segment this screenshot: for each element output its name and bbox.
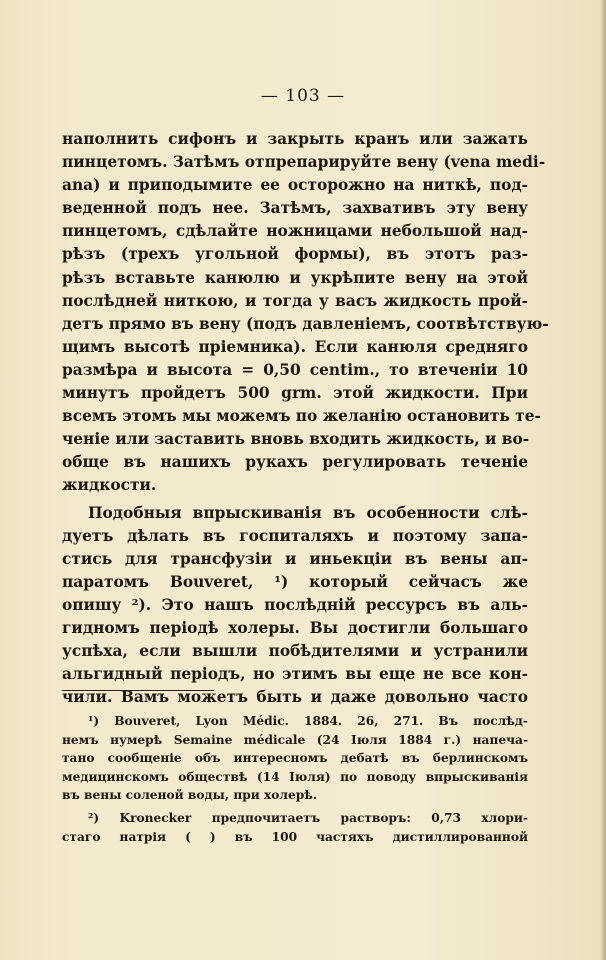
footnote-line: тано сообщеніе объ интересномъ дебатѣ въ берлинскомъ xyxy=(62,751,528,766)
footnote-line: стаго натрія ( ) въ 100 частяхъ дистиллированной xyxy=(62,829,528,844)
page-edge-shadow xyxy=(600,0,606,960)
footnote-line: медицинскомъ обществѣ (14 Іюля) по поводу впрыскиванія xyxy=(62,769,528,784)
text-line: чили. Вамъ можетъ быть и даже довольно часто xyxy=(62,688,528,707)
footnote-line: ²) Kronecker предпочитаетъ растворъ: 0,73 хлори- xyxy=(88,810,528,825)
text-line: стись для трансфузіи и иньекціи въ вены ап- xyxy=(62,549,528,568)
text-line: обще въ нашихъ рукахъ регулировать теченіе xyxy=(62,453,528,472)
text-line: успѣха, если вышли побѣдителями и устранили xyxy=(62,642,528,661)
text-line: альгидный періодъ, но этимъ вы еще не все кон- xyxy=(62,665,528,684)
text-line: жидкости. xyxy=(62,476,157,495)
text-line: размѣра и высота = 0,50 centim., то втеченіи 10 xyxy=(62,360,528,379)
text-line: опишу ²). Это нашъ послѣдній рессурсъ въ аль- xyxy=(62,595,528,614)
text-line: ченіе или заставить вновь входить жидкость, и во- xyxy=(62,430,530,449)
footnote-divider xyxy=(62,690,214,691)
text-line: пинцетомъ. Затѣмъ отпрепарируйте вену (vena medi- xyxy=(62,153,546,172)
text-line: пинцетомъ, сдѣлайте ножницами небольшой над- xyxy=(62,222,528,241)
text-line: щимъ высотѣ пріемника). Если канюля средняго xyxy=(62,337,528,356)
text-line: рѣзъ вставьте канюлю и укрѣпите вену на этой xyxy=(62,268,528,287)
text-line: Подобныя впрыскиванія въ особенности слѣ- xyxy=(88,503,528,522)
text-line: послѣдней ниткою, и тогда у васъ жидкость прой- xyxy=(62,291,528,310)
footnote-line: немъ нумерѣ Semaine médicale (24 Іюля 1884 г.) напеча- xyxy=(62,732,528,747)
text-line: паратомъ Bouveret, ¹) который сейчасъ же xyxy=(62,572,528,591)
footnote-line: ¹) Bouveret, Lyon Médic. 1884. 26, 271. Въ послѣд- xyxy=(88,714,528,728)
text-line: наполнить сифонъ и закрыть кранъ или зажать xyxy=(62,130,528,148)
page-number: — 103 — xyxy=(260,86,346,106)
text-line: дуетъ дѣлать въ госпиталяхъ и поэтому запа- xyxy=(62,526,528,545)
footnotes xyxy=(62,712,528,846)
text-line: всемъ этомъ мы можемъ по желанію остановить те- xyxy=(62,407,541,426)
text-line: детъ прямо въ вену (подъ давленіемъ, соотвѣтствую- xyxy=(62,314,549,333)
text-line: минутъ пройдетъ 500 grm. этой жидкости. При xyxy=(62,384,528,403)
text-line: ana) и приподымите ее осторожно на ниткѣ, под- xyxy=(62,176,528,195)
text-line: веденной подъ нее. Затѣмъ, захвативъ эту вену xyxy=(62,199,528,218)
footnote-line: въ вены соленой воды, при холерѣ. xyxy=(62,788,318,803)
body-text xyxy=(62,128,549,709)
text-line: гидномъ періодѣ холеры. Вы достигли большаго xyxy=(62,618,528,637)
text-line: рѣзъ (трехъ угольной формы), въ этотъ раз- xyxy=(62,245,528,264)
